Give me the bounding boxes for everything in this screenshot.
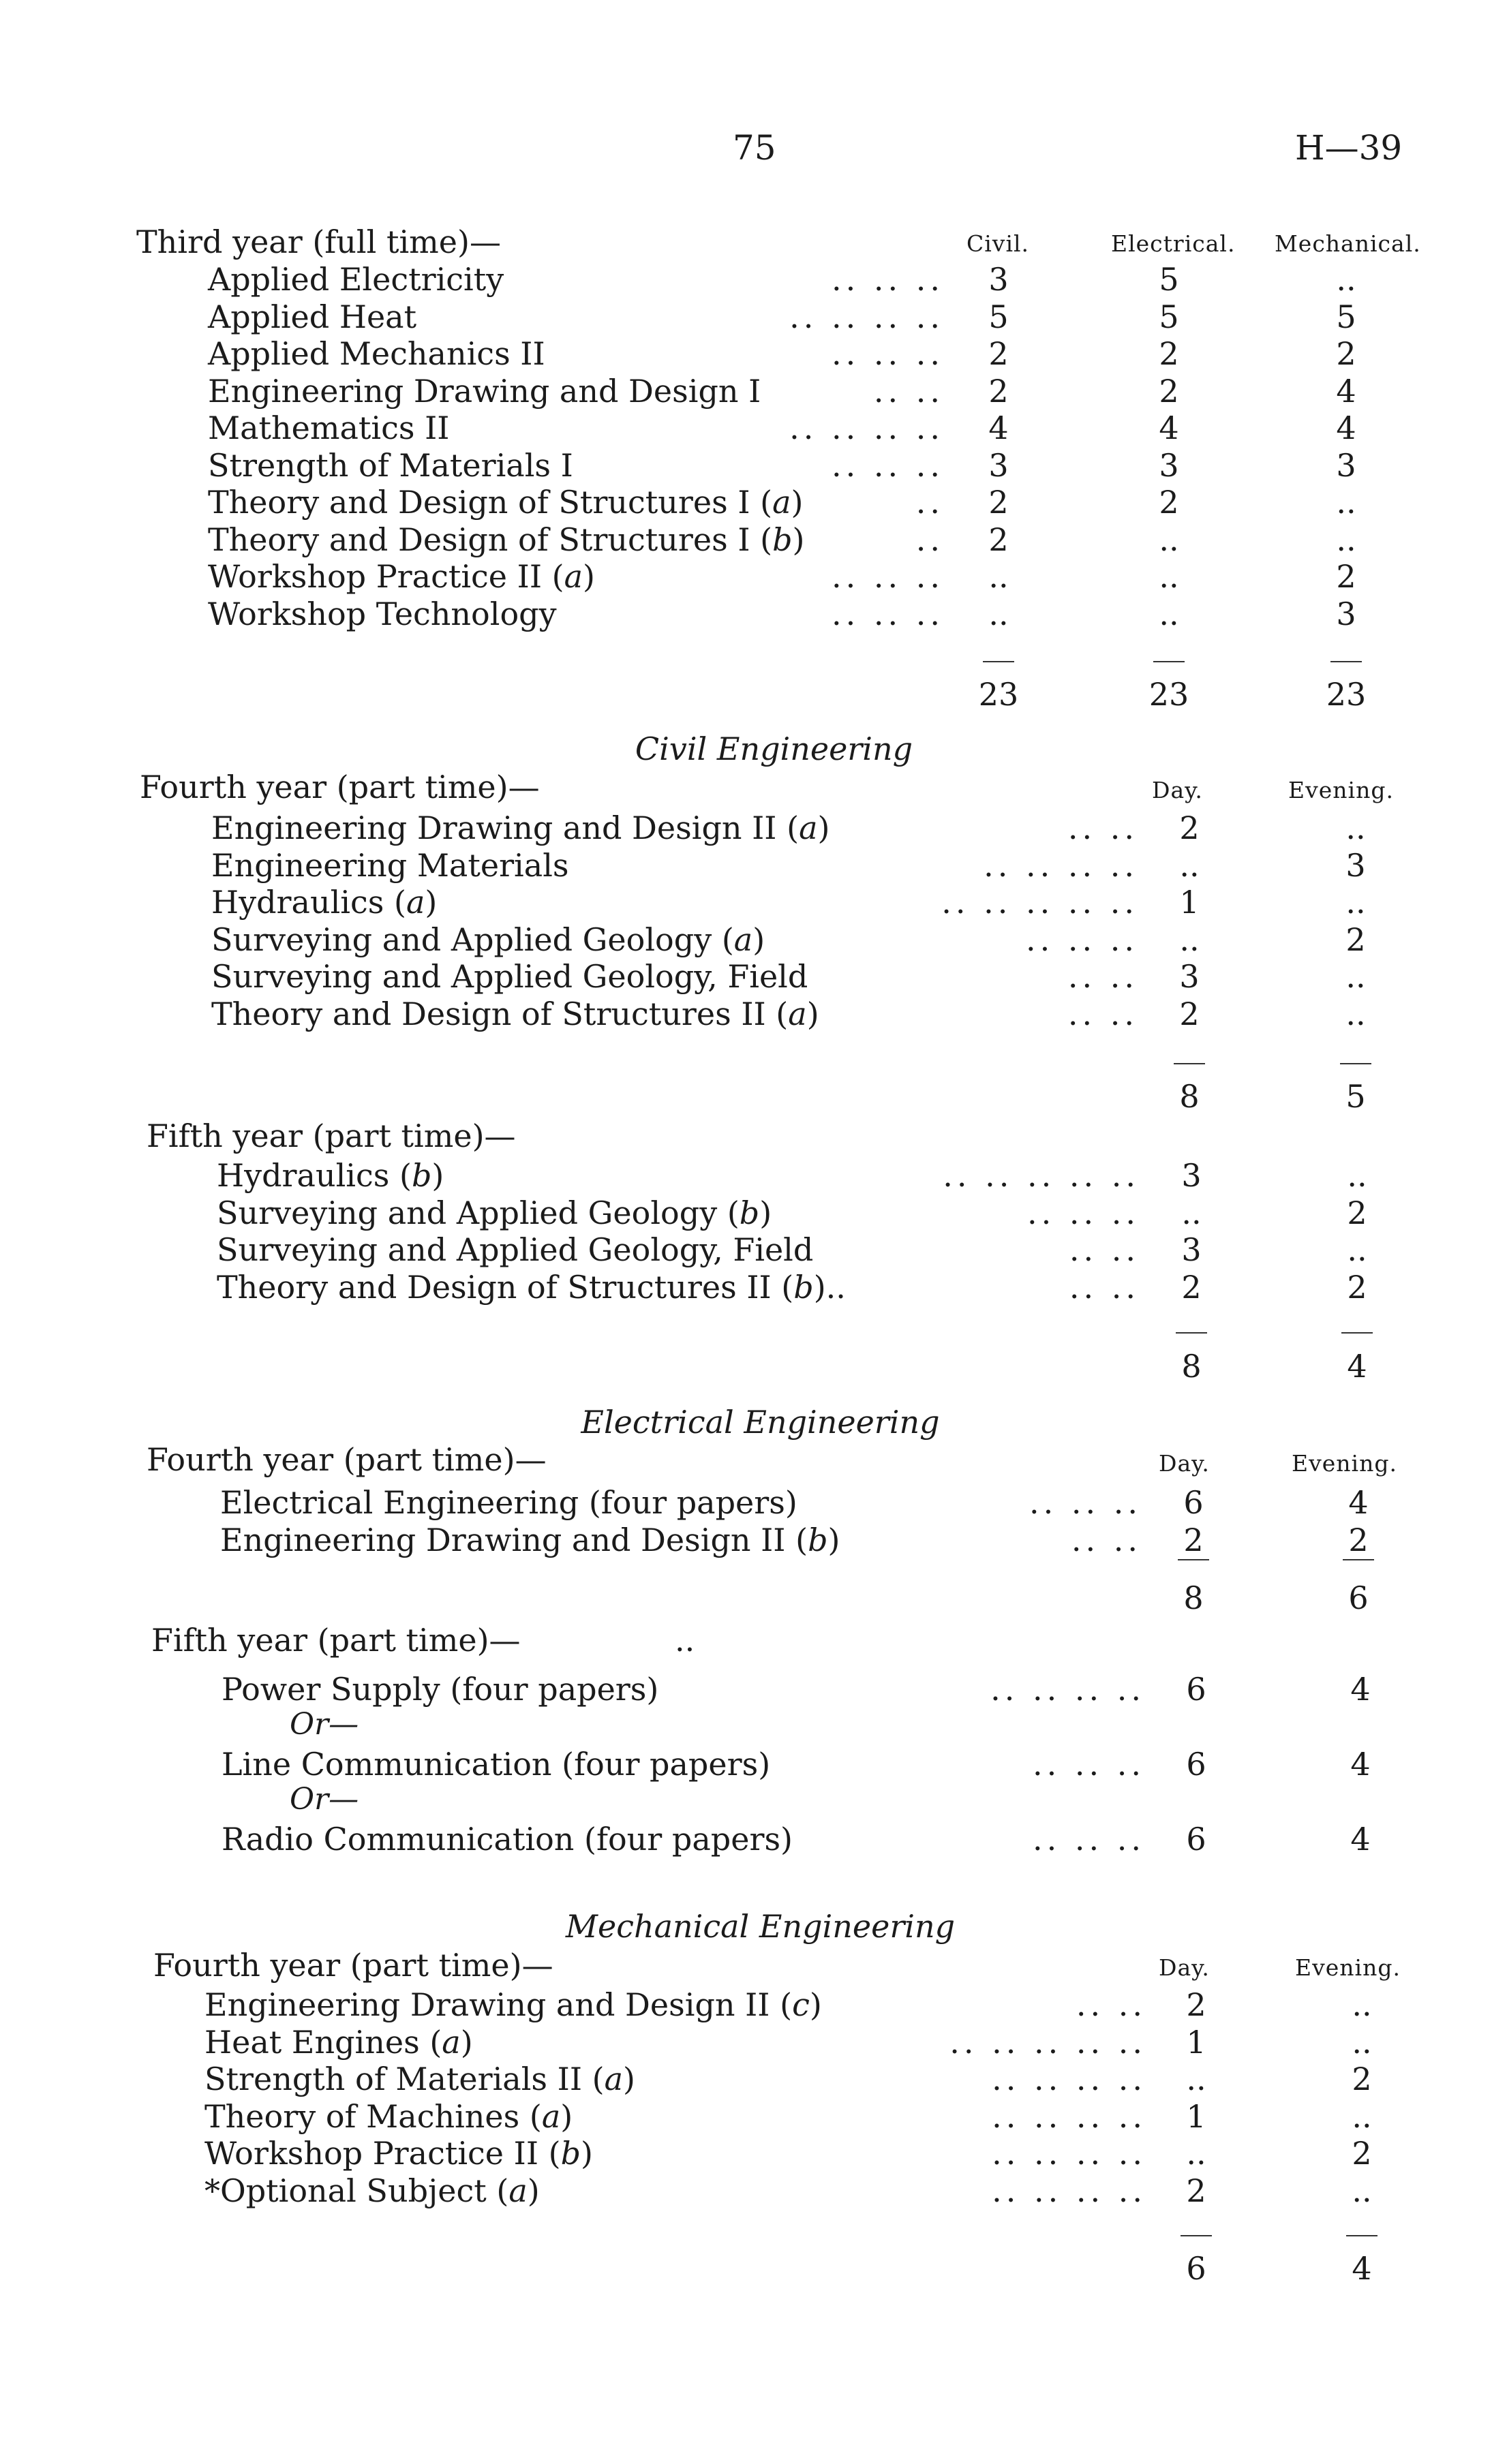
row-label: Surveying and Applied Geology (a) — [211, 921, 765, 958]
row-value-evening: .. — [1345, 995, 1366, 1032]
row-value-day: 3 — [1181, 1157, 1202, 1194]
row-value-mechanical: .. — [1336, 261, 1356, 298]
row-label: Engineering Drawing and Design II (a) — [211, 810, 830, 846]
mechanical-evening-rule — [1346, 2235, 1377, 2236]
table-row — [0, 1671, 1507, 1708]
row-leader-dots: .. — [915, 521, 944, 558]
table-row — [0, 447, 1507, 484]
table-row — [0, 1522, 1507, 1559]
row-value-evening: 2 — [1352, 2061, 1372, 2097]
row-label: Workshop Technology — [208, 595, 557, 632]
electrical-day-label: Day. — [1159, 1450, 1210, 1477]
row-value-day: 6 — [1186, 1746, 1206, 1783]
row-value-electrical: 2 — [1159, 372, 1179, 410]
column-mechanical: Mechanical. — [1275, 230, 1421, 257]
third-mechanical-rule — [1330, 661, 1362, 662]
row-value-civil: 3 — [988, 261, 1009, 298]
row-value-day: 3 — [1179, 958, 1200, 995]
electrical-evening-label: Evening. — [1292, 1450, 1397, 1477]
row-value-civil: 2 — [988, 521, 1009, 558]
mechanical-fourth-heading: Fourth year (part time)— — [153, 1947, 553, 1984]
row-leader-dots: .. .. — [1067, 958, 1138, 995]
table-row — [0, 810, 1507, 847]
row-value-day: 6 — [1183, 1484, 1204, 1521]
row-leader-dots: .. .. .. — [1027, 1194, 1140, 1231]
civil-evening-label: Evening. — [1288, 777, 1394, 803]
row-leader-dots: .. .. — [1069, 1268, 1140, 1306]
table-row — [0, 521, 1507, 559]
column-electrical: Electrical. — [1111, 230, 1236, 257]
row-value-evening: 2 — [1348, 1521, 1369, 1558]
row-value-day: 2 — [1179, 995, 1200, 1032]
row-value-electrical: 3 — [1159, 446, 1179, 484]
table-row — [0, 373, 1507, 410]
row-value-day: .. — [1186, 2061, 1206, 2097]
row-value-day: 3 — [1181, 1231, 1202, 1268]
row-value-day: .. — [1186, 2135, 1206, 2172]
civil-fourth-evening-total: 5 — [1345, 1078, 1366, 1115]
row-label: Hydraulics (b) — [217, 1157, 444, 1194]
civil-fifth-evening-total: 4 — [1347, 1348, 1367, 1385]
row-label: Theory of Machines (a) — [204, 2097, 573, 2135]
row-leader-dots: .. .. .. .. — [990, 1671, 1145, 1708]
table-row — [0, 558, 1507, 596]
row-value-mechanical: 5 — [1336, 298, 1356, 335]
table-row — [0, 1157, 1507, 1195]
row-value-mechanical: 2 — [1336, 558, 1356, 595]
row-value-evening: .. — [1345, 958, 1366, 995]
table-row — [0, 2172, 1507, 2210]
third-civil-total: 23 — [978, 676, 1019, 713]
row-label: Hydraulics (a) — [211, 884, 438, 921]
table-row — [0, 596, 1507, 633]
row-value-evening: 4 — [1350, 1821, 1371, 1858]
row-label: Surveying and Applied Geology (b) — [217, 1194, 772, 1231]
row-label: Engineering Drawing and Design II (c) — [204, 1986, 822, 2023]
row-value-day: 6 — [1186, 1821, 1206, 1858]
row-label: Theory and Design of Structures II (b).. — [217, 1268, 846, 1306]
row-value-civil: 2 — [988, 335, 1009, 372]
row-leader-dots: .. .. .. — [1029, 1484, 1142, 1521]
row-value-day: 2 — [1183, 1521, 1204, 1558]
row-value-evening: .. — [1347, 1157, 1367, 1194]
row-leader-dots: .. .. .. .. — [992, 2135, 1146, 2172]
table-row — [0, 1484, 1507, 1522]
row-leader-dots: .. .. .. — [1026, 921, 1138, 958]
civil-fourth-heading: Fourth year (part time)— — [140, 769, 540, 805]
table-row — [0, 2098, 1507, 2136]
table-row — [0, 261, 1507, 298]
mechanical-evening-total: 4 — [1352, 2250, 1372, 2287]
table-row — [0, 1195, 1507, 1232]
row-leader-dots: .. .. .. — [832, 446, 944, 484]
electrical-fourth-day-rule — [1178, 1559, 1209, 1560]
mechanical-day-rule — [1181, 2235, 1212, 2236]
row-leader-dots: .. .. — [873, 372, 944, 410]
row-label: Strength of Materials II (a) — [204, 2061, 635, 2097]
row-value-electrical: 4 — [1159, 410, 1179, 446]
row-value-evening: 4 — [1350, 1746, 1371, 1783]
row-value-evening: 2 — [1352, 2135, 1372, 2172]
electrical-fifth-heading: Fifth year (part time)— — [151, 1622, 521, 1659]
row-label: Applied Electricity — [208, 261, 504, 298]
third-year-heading: Third year (full time)— — [136, 224, 501, 260]
table-row — [0, 2135, 1507, 2172]
row-leader-dots: .. .. .. .. — [992, 2097, 1146, 2135]
row-value-day: .. — [1179, 846, 1200, 884]
row-value-evening: .. — [1345, 884, 1366, 921]
table-row — [0, 921, 1507, 959]
row-label: Engineering Drawing and Design II (b) — [220, 1521, 840, 1558]
row-value-electrical: 5 — [1159, 298, 1179, 335]
electrical-fourth-day-total: 8 — [1183, 1580, 1204, 1616]
electrical-fourth-evening-rule — [1343, 1559, 1374, 1560]
civil-fourth-evening-rule — [1340, 1063, 1371, 1064]
civil-engineering-title: Civil Engineering — [635, 730, 913, 767]
row-label: Workshop Practice II (b) — [204, 2135, 593, 2172]
row-value-evening: .. — [1352, 2023, 1372, 2061]
row-value-civil: 5 — [988, 298, 1009, 335]
civil-fifth-day-rule — [1176, 1332, 1207, 1334]
row-value-evening: 4 — [1348, 1484, 1369, 1521]
table-row — [0, 1986, 1507, 2024]
row-value-day: 2 — [1179, 810, 1200, 846]
table-row — [0, 1821, 1507, 1858]
row-value-day: 1 — [1179, 884, 1200, 921]
mechanical-day-total: 6 — [1186, 2250, 1206, 2287]
table-row — [0, 335, 1507, 373]
mechanical-evening-label: Evening. — [1295, 1954, 1401, 1981]
row-value-evening: 2 — [1345, 921, 1366, 958]
page-number: 75 — [733, 128, 776, 168]
table-row — [0, 410, 1507, 447]
column-civil: Civil. — [966, 230, 1030, 257]
row-value-civil: .. — [988, 595, 1009, 632]
row-label: Line Communication (four papers) — [222, 1746, 771, 1783]
row-label: Strength of Materials I — [208, 446, 573, 484]
row-label: Heat Engines (a) — [204, 2023, 473, 2061]
civil-fourth-day-rule — [1174, 1063, 1205, 1064]
row-leader-dots: .. .. — [1067, 810, 1138, 846]
row-label: Surveying and Applied Geology, Field — [217, 1231, 814, 1268]
row-value-mechanical: 4 — [1336, 372, 1356, 410]
table-row — [0, 484, 1507, 521]
row-value-mechanical: .. — [1336, 521, 1356, 558]
row-value-day: .. — [1179, 921, 1200, 958]
row-leader-dots: .. .. .. — [832, 261, 944, 298]
row-label: Theory and Design of Structures I (b) — [208, 521, 805, 558]
row-leader-dots: .. .. — [1069, 1231, 1140, 1268]
civil-fifth-heading: Fifth year (part time)— — [147, 1118, 516, 1154]
row-leader-dots: .. .. .. — [1033, 1746, 1145, 1783]
row-leader-dots: .. .. .. — [832, 595, 944, 632]
row-label: Applied Heat — [208, 298, 417, 335]
electrical-fifth-heading-dots: .. — [675, 1622, 695, 1659]
row-label: Engineering Materials — [211, 846, 569, 884]
electrical-engineering-title: Electrical Engineering — [581, 1404, 940, 1441]
row-value-day: 1 — [1186, 2097, 1206, 2135]
row-label: Electrical Engineering (four papers) — [220, 1484, 797, 1521]
row-value-mechanical: 3 — [1336, 446, 1356, 484]
row-value-evening: .. — [1352, 2172, 1372, 2209]
row-leader-dots: .. .. .. .. .. — [941, 884, 1138, 921]
table-row — [0, 2024, 1507, 2061]
row-value-civil: 2 — [988, 372, 1009, 410]
electrical-fourth-evening-total: 6 — [1348, 1580, 1369, 1616]
civil-fifth-day-total: 8 — [1181, 1348, 1202, 1385]
table-row — [0, 884, 1507, 921]
row-label: Surveying and Applied Geology, Field — [211, 958, 808, 995]
row-value-evening: .. — [1345, 810, 1366, 846]
row-value-day: 6 — [1186, 1671, 1206, 1708]
row-value-day: 1 — [1186, 2023, 1206, 2061]
row-value-evening: .. — [1352, 1986, 1372, 2023]
row-value-civil: 3 — [988, 446, 1009, 484]
row-value-evening: .. — [1352, 2097, 1372, 2135]
row-value-electrical: 2 — [1159, 484, 1179, 521]
row-value-electrical: 2 — [1159, 335, 1179, 372]
third-electrical-total: 23 — [1148, 676, 1189, 713]
row-leader-dots: .. .. — [1067, 995, 1138, 1032]
row-value-day: 2 — [1181, 1268, 1202, 1306]
row-label: Power Supply (four papers) — [222, 1671, 659, 1708]
row-label: Mathematics II — [208, 410, 450, 446]
row-leader-dots: .. .. .. — [832, 558, 944, 595]
row-leader-dots: .. .. .. .. — [992, 2061, 1146, 2097]
table-row — [0, 1746, 1507, 1783]
row-value-evening: 4 — [1350, 1671, 1371, 1708]
row-leader-dots: .. .. — [1071, 1521, 1142, 1558]
row-label: Radio Communication (four papers) — [222, 1821, 793, 1858]
electrical-fourth-heading: Fourth year (part time)— — [147, 1441, 547, 1478]
row-value-civil: 4 — [988, 410, 1009, 446]
row-label: Engineering Drawing and Design I — [208, 372, 761, 410]
civil-day-label: Day. — [1152, 777, 1203, 803]
row-value-mechanical: 2 — [1336, 335, 1356, 372]
table-row — [0, 1231, 1507, 1269]
row-value-day: 2 — [1186, 2172, 1206, 2209]
row-leader-dots: .. .. .. — [832, 335, 944, 372]
or-label-1: Or— — [290, 1707, 359, 1742]
row-label: Workshop Practice II (a) — [208, 558, 595, 595]
row-label: *Optional Subject (a) — [204, 2172, 540, 2209]
civil-fourth-day-total: 8 — [1179, 1078, 1200, 1115]
row-label: Theory and Design of Structures II (a) — [211, 995, 819, 1032]
mechanical-engineering-title: Mechanical Engineering — [565, 1908, 956, 1945]
third-civil-rule — [983, 661, 1014, 662]
row-value-evening: 3 — [1345, 846, 1366, 884]
civil-fifth-evening-rule — [1341, 1332, 1373, 1334]
row-leader-dots: .. .. .. .. .. — [949, 2023, 1146, 2061]
row-value-mechanical: 4 — [1336, 410, 1356, 446]
row-label: Applied Mechanics II — [208, 335, 545, 372]
row-value-mechanical: .. — [1336, 484, 1356, 521]
table-row — [0, 958, 1507, 996]
or-label-2: Or— — [290, 1782, 359, 1817]
row-value-evening: 2 — [1347, 1194, 1367, 1231]
row-leader-dots: .. .. .. .. .. — [943, 1157, 1140, 1194]
row-value-civil: .. — [988, 558, 1009, 595]
third-mechanical-total: 23 — [1326, 676, 1367, 713]
table-row — [0, 1269, 1507, 1306]
row-value-day: 2 — [1186, 1986, 1206, 2023]
row-value-electrical: .. — [1159, 558, 1179, 595]
third-electrical-rule — [1153, 661, 1185, 662]
row-value-mechanical: 3 — [1336, 595, 1356, 632]
row-value-evening: 2 — [1347, 1268, 1367, 1306]
row-value-civil: 2 — [988, 484, 1009, 521]
row-leader-dots: .. .. .. .. — [984, 846, 1138, 884]
table-row — [0, 996, 1507, 1033]
row-leader-dots: .. .. .. .. — [789, 298, 944, 335]
row-label: Theory and Design of Structures I (a) — [208, 484, 804, 521]
row-leader-dots: .. — [915, 484, 944, 521]
row-value-electrical: .. — [1159, 521, 1179, 558]
row-value-evening: .. — [1347, 1231, 1367, 1268]
mechanical-day-label: Day. — [1159, 1954, 1210, 1981]
table-row — [0, 847, 1507, 884]
row-value-electrical: 5 — [1159, 261, 1179, 298]
row-value-electrical: .. — [1159, 595, 1179, 632]
page-reference: H—39 — [1295, 128, 1403, 168]
row-value-day: .. — [1181, 1194, 1202, 1231]
table-row — [0, 2061, 1507, 2098]
row-leader-dots: .. .. .. — [1033, 1821, 1145, 1858]
row-leader-dots: .. .. .. .. — [789, 410, 944, 446]
table-row — [0, 298, 1507, 336]
row-leader-dots: .. .. — [1076, 1986, 1146, 2023]
row-leader-dots: .. .. .. .. — [992, 2172, 1146, 2209]
